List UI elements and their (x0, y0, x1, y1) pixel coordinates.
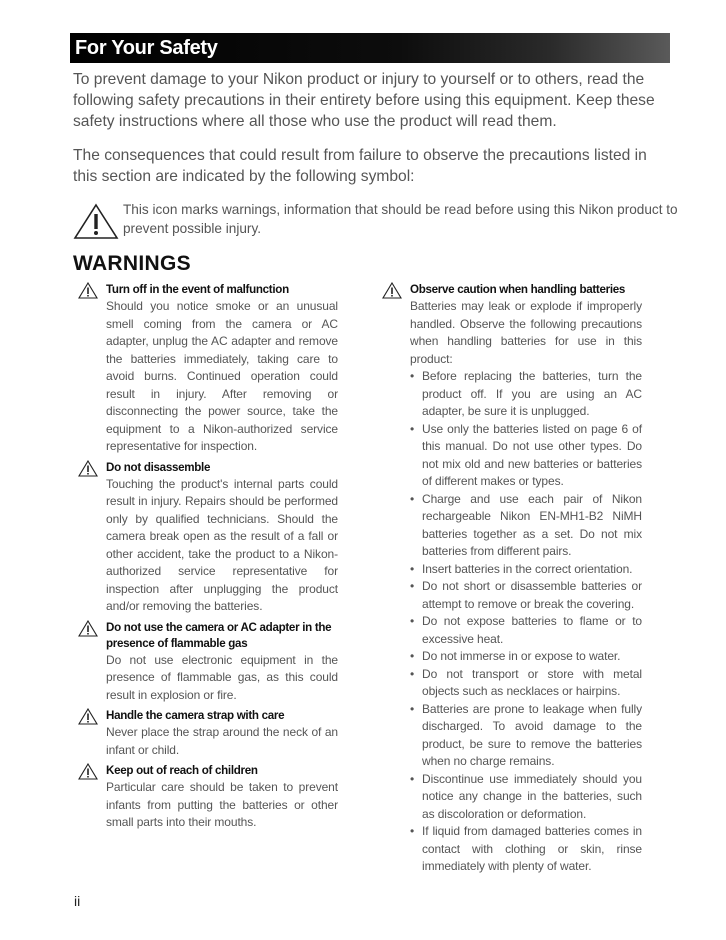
warnings-right-column (382, 282, 642, 880)
warning-item-title: Observe caution when handling batteries (410, 283, 626, 296)
warning-item-body: Batteries may leak or explode if improperly handled. Observe the following precautions when handling batteries for use in this product: (410, 299, 642, 366)
list-item: • Do not transport or store with metal objects such as necklaces or hairpins. (410, 666, 642, 701)
warning-item-title: Turn off in the event of malfunction (106, 283, 289, 296)
warning-item-camera-strap (78, 708, 338, 759)
list-item: • Use only the batteries listed on page 6 of this manual. Do not use other types. Do not mix old and new batteries or batteries of different makes or types. (410, 421, 642, 491)
page-number: ii (74, 893, 81, 909)
section-title: For Your Safety (75, 37, 218, 59)
list-item: • Before replacing the batteries, turn the product off. If you are using an AC adapter, be sure it is unplugged. (410, 368, 642, 421)
intro-paragraph-1: To prevent damage to your Nikon product or injury to yourself or to others, read the following safety precautions in their entirety before using this equipment. Keep these safety instructions where all those who use the product will read them. (73, 71, 655, 130)
section-banner (70, 33, 670, 63)
warning-item-title: Keep out of reach of children (106, 764, 258, 777)
list-item: • Do not short or disassemble batteries or attempt to remove or break the covering. (410, 578, 642, 613)
warning-item-body: Touching the product's internal parts could result in injury. Repairs should be performed only by qualified technicians. Should the camera break open as the result of a fall or other accident, take the product to a Nikon-authorized service representative for inspection after unplugging the product and/or removing the batteries. (106, 476, 338, 613)
list-item: • Charge and use each pair of Nikon rechargeable Nikon EN-MH1-B2 NiMH batteries together as a set. Do not mix batteries from different pairs. (410, 491, 642, 561)
list-item: • Do not immerse in or expose to water. (410, 648, 642, 666)
warning-triangle-icon (78, 708, 98, 725)
warning-item-body: Do not use electronic equipment in the presence of flammable gas, as this could result in explosion or fire. (106, 652, 338, 702)
warning-triangle-icon (78, 620, 98, 637)
warning-triangle-icon (78, 282, 98, 299)
list-item: • Insert batteries in the correct orientation. (410, 561, 642, 579)
warning-triangle-icon (78, 460, 98, 477)
intro-paragraph-2: The consequences that could result from failure to observe the precautions listed in this section are indicated by the following symbol: (73, 147, 647, 185)
warning-item-malfunction (78, 282, 338, 456)
warning-triangle-icon (73, 202, 119, 240)
list-item: • Batteries are prone to leakage when fully discharged. To avoid damage to the product, be sure to remove the batteries when no charge remains. (410, 701, 642, 771)
warnings-heading: WARNINGS (73, 252, 191, 275)
list-item: • Discontinue use immediately should you notice any change in the batteries, such as discoloration or deformation. (410, 771, 642, 824)
list-item: • If liquid from damaged batteries comes in contact with clothing or skin, rinse immediately with plenty of water. (410, 823, 642, 876)
warnings-left-column (78, 282, 338, 836)
warning-triangle-icon (78, 763, 98, 780)
warning-item-title: Do not disassemble (106, 460, 211, 474)
list-item: • Do not expose batteries to flame or to excessive heat. (410, 613, 642, 648)
warning-item-body: Should you notice smoke or an unusual smell coming from the camera or AC adapter, unplug the AC adapter and remove the batteries immediately, taking care to avoid burns. Continued operation could result in injury. After removing or disconnecting the power source, take the equipment to a Nikon-authorized service representative for inspection. (106, 299, 338, 453)
warning-item-body: Never place the strap around the neck of an infant or child. (106, 725, 338, 757)
warning-item-batteries (382, 282, 642, 876)
warning-item-disassemble (78, 460, 338, 616)
warning-item-body: Particular care should be taken to prevent infants from putting the batteries or other small parts into their mouths. (106, 780, 338, 829)
warning-item-title: Handle the camera strap with care (106, 709, 285, 722)
symbol-description: This icon marks warnings, information that should be read before using this Nikon product to prevent possible injury. (123, 202, 678, 236)
warning-item-children (78, 763, 338, 832)
warning-item-title: Do not use the camera or AC adapter in the presence of flammable gas (106, 620, 332, 650)
battery-precautions-list (410, 368, 642, 876)
warning-item-flammable-gas (78, 620, 338, 705)
warning-triangle-icon (382, 282, 402, 299)
